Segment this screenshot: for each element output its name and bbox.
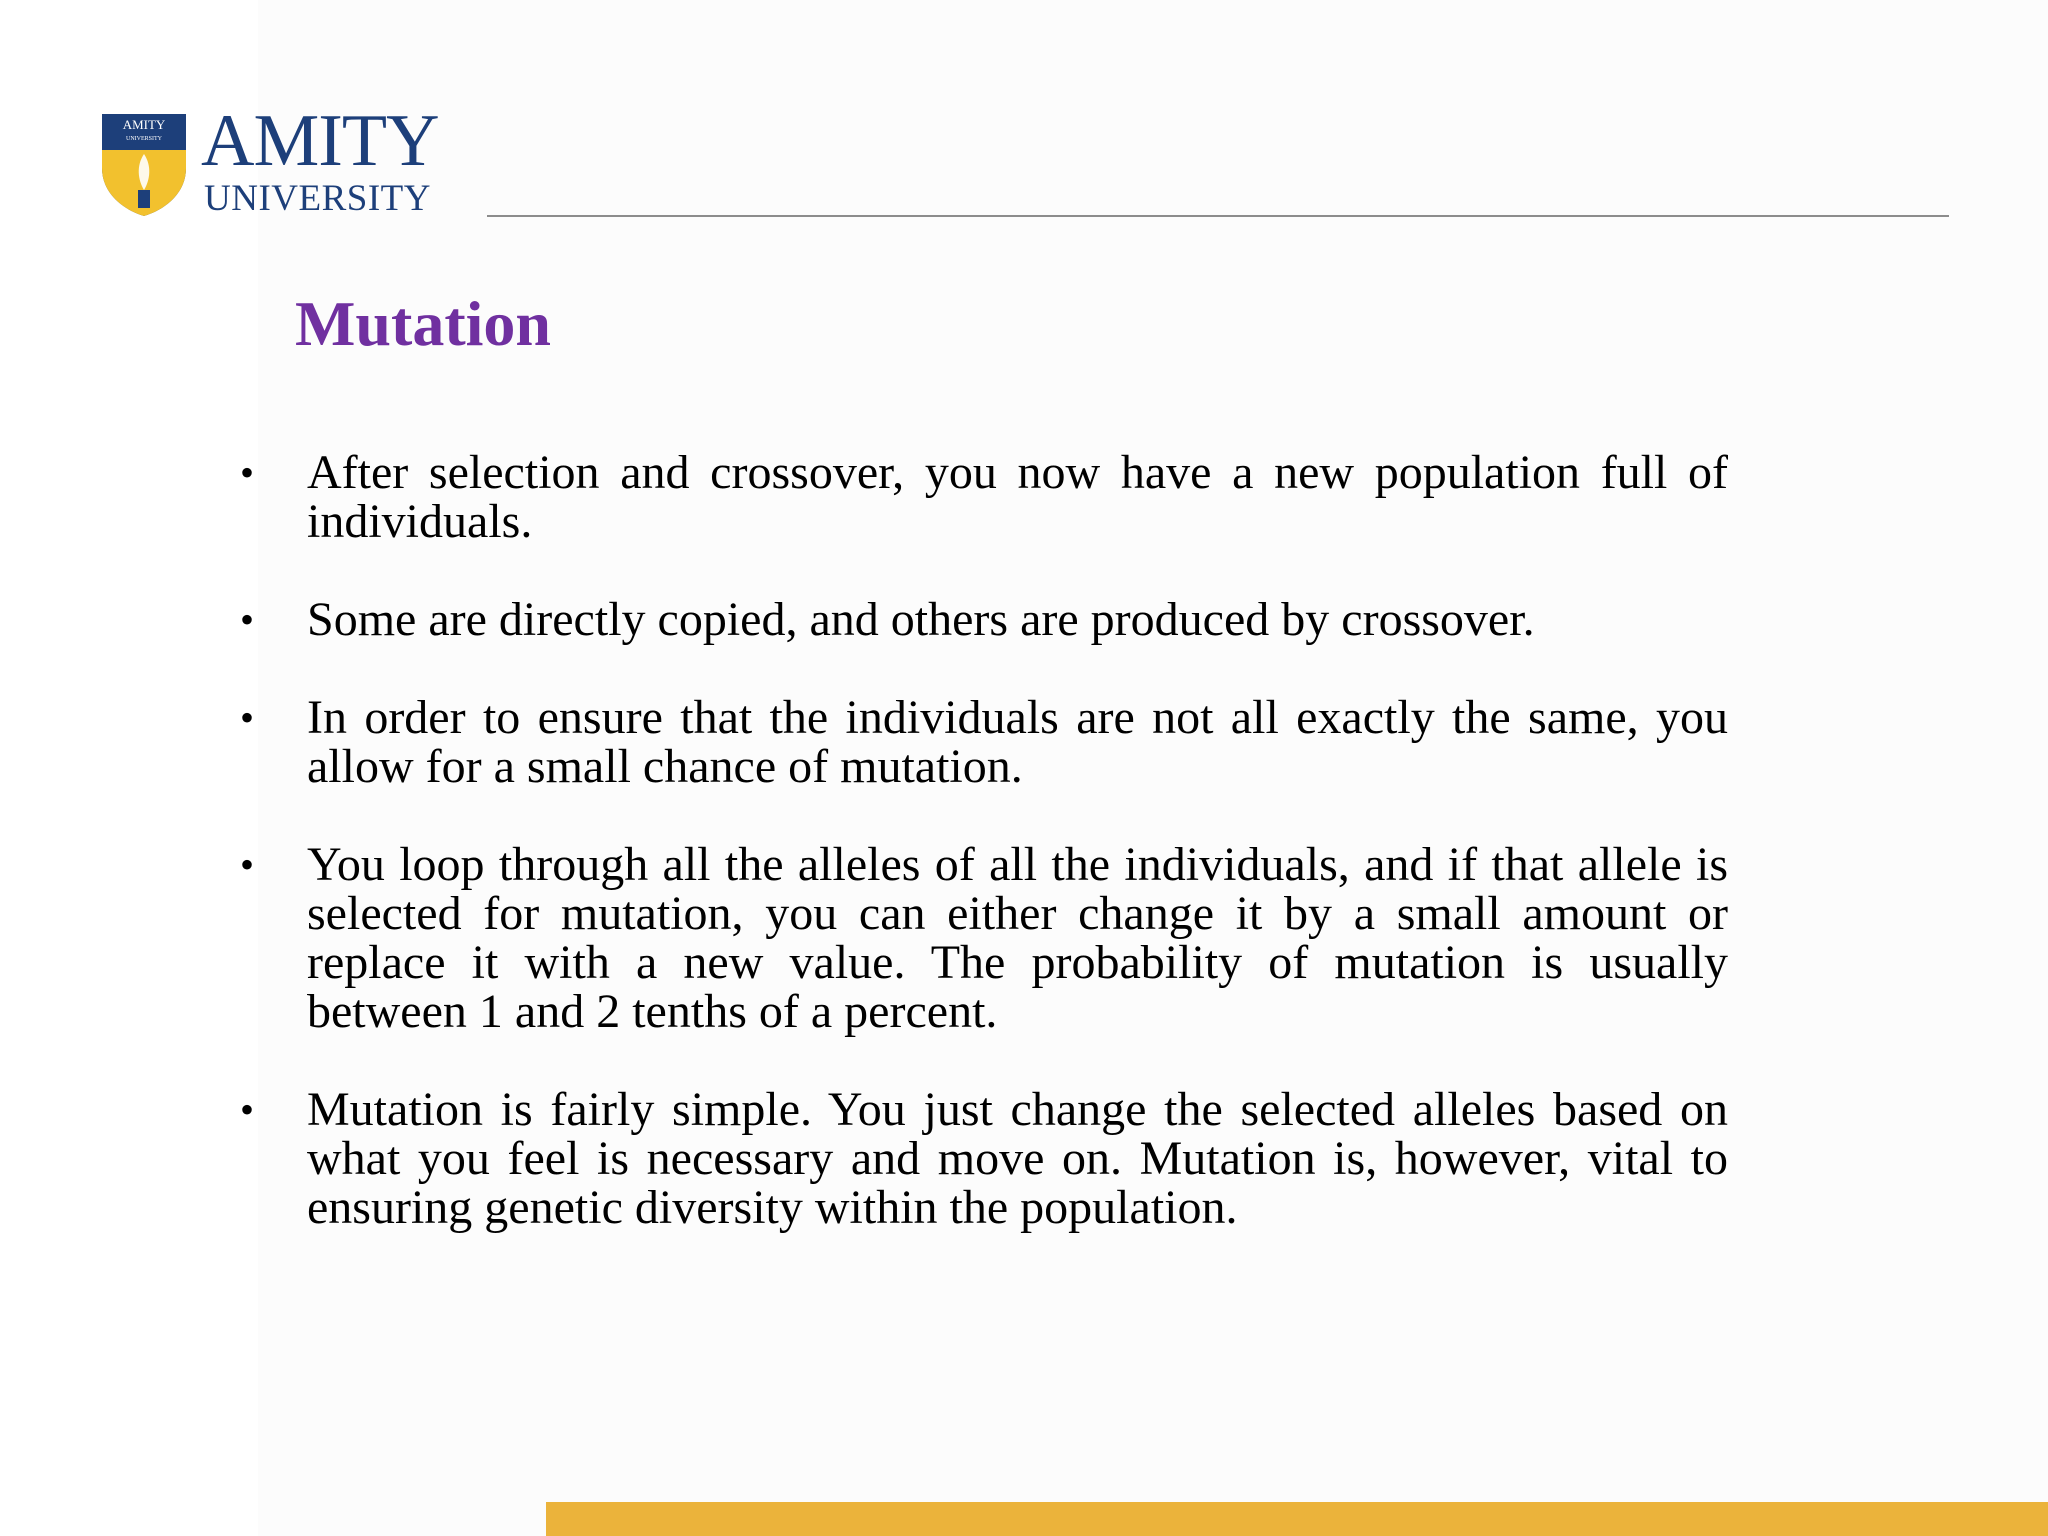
bullet-marker: • xyxy=(240,597,255,642)
bullet-text: In order to ensure that the individuals are not all exactly the same, you allow for a small chance of mutation. xyxy=(307,691,1728,793)
bullet-marker: • xyxy=(240,842,255,887)
logo-subtitle: UNIVERSITY xyxy=(204,178,431,219)
bullet-text: Mutation is fairly simple. You just change the selected alleles based on what you feel is necessary and move on. Mutation is, however, vital to ensuring genetic diversity within the population. xyxy=(307,1083,1728,1234)
bullet-item xyxy=(240,448,1728,546)
logo-wordmark: AMITY xyxy=(201,100,439,182)
bullet-marker: • xyxy=(240,695,255,740)
bullet-text: After selection and crossover, you now have a new population full of individuals. xyxy=(307,446,1728,548)
bullet-item xyxy=(240,1085,1728,1232)
bullet-item xyxy=(240,840,1728,1036)
footer-accent-bar xyxy=(546,1502,2048,1536)
bullet-text: You loop through all the alleles of all the individuals, and if that allele is selected for mutation, you can either change it by a small amount or replace it with a new value. The probability of mutation is usually between 1 and 2 tenths of a percent. xyxy=(307,838,1728,1038)
svg-text:UNIVERSITY: UNIVERSITY xyxy=(126,136,162,142)
shield-icon xyxy=(98,110,190,218)
bullet-list xyxy=(240,448,1728,1281)
svg-text:AMITY: AMITY xyxy=(122,117,166,132)
bullet-marker: • xyxy=(240,450,255,495)
bullet-text: Some are directly copied, and others are produced by crossover. xyxy=(307,593,1535,646)
bullet-marker: • xyxy=(240,1087,255,1132)
bullet-item xyxy=(240,693,1728,791)
amity-university-logo xyxy=(98,100,448,220)
header-divider xyxy=(487,215,1949,217)
slide-title: Mutation xyxy=(295,288,551,359)
bullet-item xyxy=(240,595,1728,644)
